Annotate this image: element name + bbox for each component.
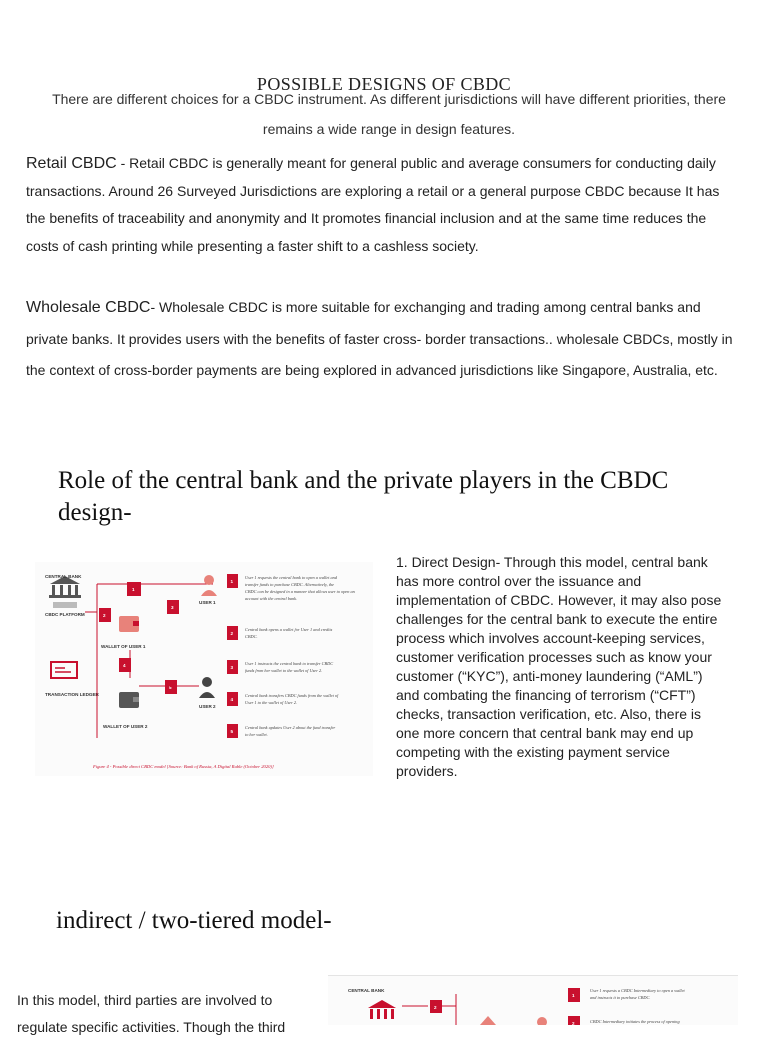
direct-cbdc-figure bbox=[35, 562, 373, 776]
svg-text:4: 4 bbox=[123, 663, 126, 668]
svg-text:transfer funds to purchase CBD: transfer funds to purchase CBDC. Alternatively, the bbox=[245, 582, 335, 587]
fig1-caption: Figure 4 - Possible direct CBDC model [Source: Bank of Russia, A Digital Ruble (October 2020)] bbox=[93, 764, 274, 769]
svg-text:account with the central bank.: account with the central bank. bbox=[245, 596, 298, 601]
platform-icon bbox=[53, 602, 77, 608]
svg-text:1: 1 bbox=[132, 587, 135, 592]
svg-text:3: 3 bbox=[171, 605, 174, 610]
wallet-icon bbox=[119, 692, 139, 708]
wholesale-cbdc-paragraph bbox=[26, 292, 742, 387]
svg-text:2: 2 bbox=[572, 1021, 575, 1025]
fig1-step-1 bbox=[227, 574, 355, 601]
retail-cbdc-paragraph bbox=[26, 150, 742, 260]
svg-text:User 1 requests a CBDC Interme: User 1 requests a CBDC Intermediary to open a wallet bbox=[590, 988, 685, 993]
fig1-user2-label: USER 2 bbox=[199, 704, 216, 709]
svg-text:Central bank transfers CBDC fu: Central bank transfers CBDC funds from the wallet of bbox=[245, 693, 339, 698]
bank-icon bbox=[49, 576, 81, 598]
fig1-step-5 bbox=[227, 724, 336, 738]
svg-text:CBDC.: CBDC. bbox=[245, 634, 258, 639]
svg-text:5: 5 bbox=[169, 685, 172, 690]
svg-text:to her wallet.: to her wallet. bbox=[245, 732, 268, 737]
role-section-title: Role of the central bank and the private players in the CBDC design- bbox=[58, 467, 669, 526]
fig1-user1-label: USER 1 bbox=[199, 600, 216, 605]
svg-text:5: 5 bbox=[230, 729, 234, 734]
fig1-step-3 bbox=[227, 660, 333, 674]
fig1-step-2 bbox=[227, 626, 333, 640]
wholesale-cbdc-body: - Wholesale CBDC is more suitable for exchanging and trading among central banks and private banks. It provides users with the benefits of faster cross- border transactions.. wholesale CBDCs, mostly in the context of cross-border payments are being explored in advanced jurisdictions like Singapore, Australia, etc. bbox=[26, 299, 733, 378]
page-heading: POSSIBLE DESIGNS OF CBDC bbox=[256, 74, 512, 94]
svg-text:2: 2 bbox=[434, 1005, 437, 1010]
indirect-model-paragraph: In this model, third parties are involved to regulate specific activities. Though the third bbox=[17, 992, 286, 1035]
direct-design-paragraph: 1. Direct Design- Through this model, central bank has more control over the issuance and implementation of CBDC. However, it may also pose challenges for the central bank to execute the entire process which involves account-keeping services, customer verification processes such as know your customer (“KYC”), anti-money laundering (“AML”) and combating the financing of terrorism (“CFT”) checks, transaction verification, etc. Also, there is one more concern that central bank may end up competing with the existing payment service providers. bbox=[396, 554, 722, 779]
fig1-wallet-user1-label: WALLET OF USER 1 bbox=[101, 644, 146, 649]
svg-text:1: 1 bbox=[572, 993, 575, 998]
svg-text:2: 2 bbox=[103, 613, 106, 618]
user-icon bbox=[199, 677, 215, 698]
svg-text:1: 1 bbox=[230, 579, 234, 584]
fig1-step-4 bbox=[227, 692, 339, 706]
svg-text:3: 3 bbox=[230, 665, 234, 670]
fig2-step-1 bbox=[568, 988, 686, 1002]
retail-cbdc-lead: Retail CBDC bbox=[26, 155, 117, 172]
user-icon bbox=[201, 575, 217, 596]
fig1-central-bank-label: CENTRAL BANK bbox=[45, 574, 82, 579]
fig2-central-bank-label: CENTRAL BANK bbox=[348, 988, 385, 993]
svg-text:Central bank updates User 2 ab: Central bank updates User 2 about the fund transfer bbox=[245, 725, 336, 730]
svg-text:User 1 requests the central ba: User 1 requests the central bank to open a wallet and bbox=[245, 575, 337, 580]
bank-icon bbox=[368, 1000, 396, 1019]
intro-paragraph: There are different choices for a CBDC instrument. As different jurisdictions will have different priorities, there remains a wide range in design features. bbox=[52, 91, 726, 137]
indirect-model-title: indirect / two-tiered model- bbox=[56, 907, 332, 934]
indirect-cbdc-figure bbox=[328, 975, 738, 1025]
svg-text:CBDC can be designed in a mann: CBDC can be designed in a manner that allows user to open an bbox=[245, 589, 355, 594]
svg-text:User 1 instructs the central b: User 1 instructs the central bank to transfer CBDC bbox=[245, 661, 334, 666]
svg-text:2: 2 bbox=[230, 631, 234, 636]
svg-text:funds from her wallet to the w: funds from her wallet to the wallet of User 2. bbox=[245, 668, 323, 673]
ledger-icon bbox=[51, 662, 77, 678]
fig1-cbdc-platform-label: CBDC PLATFORM bbox=[45, 612, 85, 617]
wallet-icon bbox=[119, 616, 139, 632]
svg-text:4: 4 bbox=[230, 697, 234, 702]
svg-text:Central bank opens a wallet fo: Central bank opens a wallet for User 1 and credits bbox=[245, 627, 333, 632]
fig1-transaction-ledger-label: TRANSACTION LEDGER bbox=[45, 692, 99, 697]
svg-text:User 1 to the wallet of User 2: User 1 to the wallet of User 2. bbox=[245, 700, 298, 705]
svg-text:and instructs it to purchase C: and instructs it to purchase CBDC. bbox=[590, 995, 651, 1000]
fig1-wallet-user2-label: WALLET OF USER 2 bbox=[103, 724, 148, 729]
wholesale-cbdc-lead: Wholesale CBDC bbox=[26, 299, 151, 316]
retail-cbdc-body: - Retail CBDC is generally meant for general public and average consumers for conducting daily transactions. Around 26 Surveyed Jurisdictions are exploring a retail or a general purpose CBDC because It has the benefits of traceability and anonymity and It promotes financial inclusion and at the same time reduces the costs of cash printing while presenting a faster shift to a cashless society. bbox=[26, 155, 720, 254]
svg-text:CBDC Intermediary initiates th: CBDC Intermediary initiates the process of opening bbox=[590, 1019, 680, 1024]
